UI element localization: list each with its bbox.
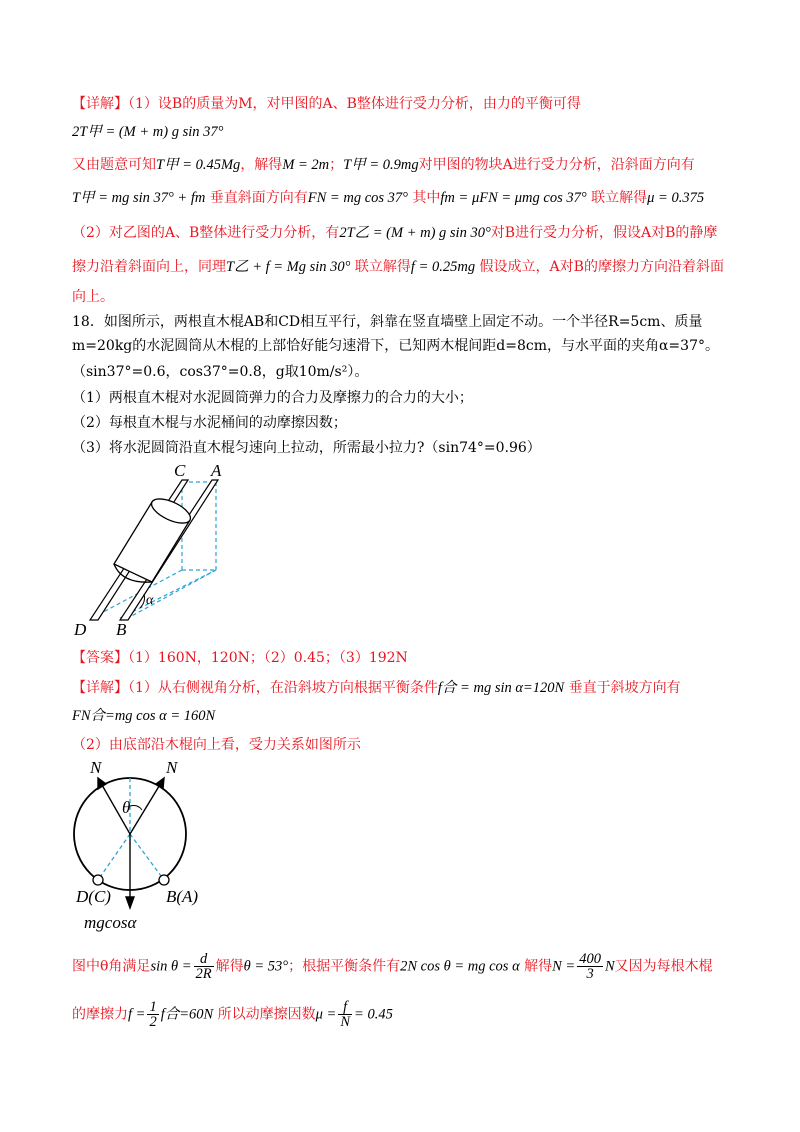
numerator: 1 [149, 999, 157, 1015]
q18-detail-line3: （2）由底部沿木棍向上看，受力关系如图所示 [72, 737, 361, 753]
q17-detail-line1 [72, 94, 581, 114]
equation: 2T甲 = (M + m) g sin 37° [72, 124, 224, 140]
text: 所以动摩擦因数 [217, 1006, 316, 1023]
text: 擦力沿着斜面向上，同理 [72, 259, 226, 275]
equation: FN合=mg cos α = 160N [72, 708, 216, 724]
text: 的摩擦力 [72, 1006, 128, 1023]
equation: f合=60N [160, 1006, 214, 1023]
equation: 2N cos θ = mg cos α [400, 958, 520, 975]
label-theta: θ [122, 798, 131, 817]
equation: μ = 0.375 [647, 190, 705, 206]
equation: f = 0.25mg [410, 259, 476, 275]
q18-detail-line4 [72, 952, 713, 981]
fraction [577, 952, 603, 981]
arrowhead-icon [156, 778, 164, 789]
equation: fm = μFN = μmg cos 37° [440, 190, 587, 206]
q17-detail-line4 [72, 188, 704, 208]
answer-tag: 【答案】 [72, 650, 128, 666]
q18-line3: （sin37°=0.6，cos37°=0.8，g取10m/s²）。 [72, 364, 369, 380]
text: （2）对乙图的A、B整体进行受力分析，有 [72, 225, 340, 241]
equation: T甲 = mg sin 37° + fm [72, 190, 206, 206]
equation: θ = 53° [243, 958, 289, 975]
denominator: 2R [195, 966, 212, 982]
q17-detail-line6 [72, 257, 724, 277]
text: （1）从右侧视角分析，在沿斜坡方向根据平衡条件 [128, 680, 438, 696]
q18-subq3: （3）将水泥圆筒沿直木棍匀速向上拉动，所需最小拉力?（sin74°=0.96） [72, 440, 541, 456]
equation: f = [128, 1006, 146, 1023]
arrowhead-icon [98, 778, 106, 789]
text: 又由题意可知 [72, 157, 156, 173]
label-d: D [74, 620, 87, 638]
text: 联立解得 [591, 190, 648, 206]
text: ，解得 [240, 157, 283, 173]
detail-tag: 【详解】 [72, 680, 128, 696]
q18-detail-line5 [72, 1000, 393, 1029]
fraction [194, 952, 214, 981]
text: 图中θ角满足 [72, 958, 151, 975]
equation: T乙 + f = Mg sin 30° [226, 259, 351, 275]
equation: μ = [315, 1006, 337, 1023]
theta-arc [130, 806, 142, 811]
equation: 2T乙 = (M + m) g sin 30° [339, 225, 491, 241]
denominator: N [340, 1014, 351, 1030]
equation: f合 = mg sin α=120N [437, 680, 565, 696]
equation: T甲 = 0.9mg [343, 157, 419, 173]
text: 解得 [524, 958, 553, 975]
q17-detail-line5 [72, 223, 717, 243]
equation: N = [552, 958, 576, 975]
denominator: 2 [149, 1014, 157, 1030]
text: ；根据平衡条件有 [288, 958, 401, 975]
text: 对B进行受力分析，假设A对B的静摩 [490, 225, 718, 241]
text: 假设成立，A对B的摩擦力方向沿着斜面 [479, 259, 724, 275]
detail-text: （1）设B的质量为M，对甲图的A、B整体进行受力分析，由力的平衡可得 [128, 96, 581, 112]
text: 其中 [412, 190, 441, 206]
text: 垂直斜面方向有 [209, 190, 308, 206]
stick-ba [159, 875, 169, 885]
q18-detail-line1 [72, 678, 681, 698]
q17-detail-line3 [72, 155, 695, 175]
q18-subq2: （2）每根直木棍与水泥桶间的动摩擦因数； [72, 415, 347, 431]
q18-line1: 18．如图所示，两根直木棍AB和CD相互平行，斜靠在竖直墙壁上固定不动。一个半径R=5cm、质量 [72, 314, 703, 330]
stick-dc [93, 875, 103, 885]
label-c: C [174, 461, 186, 480]
answer-line [72, 648, 408, 668]
incline-figure [70, 458, 240, 638]
unit: N [604, 958, 615, 975]
text: 垂直于斜坡方向有 [568, 680, 681, 696]
numerator: d [194, 952, 214, 967]
equation: FN = mg cos 37° [307, 190, 408, 206]
label-ba: B(A) [166, 887, 199, 906]
arrowhead-icon [126, 897, 134, 908]
numerator: f [338, 1000, 352, 1015]
q18-line2: m=20kg的水泥圆筒从木棍的上部恰好能匀速滑下，已知两木棍间距d=8cm，与水平面的夹角α=37°。 [72, 338, 719, 354]
answer-text: （1）160N，120N；（2）0.45；（3）192N [128, 650, 408, 666]
label-n-right: N [166, 758, 178, 777]
label-n-left: N [90, 758, 102, 777]
equation: T甲 = 0.45Mg [156, 157, 241, 173]
q17-detail-line7: 向上。 [72, 289, 114, 305]
equation: M = 2m [282, 157, 330, 173]
label-dc: D(C) [76, 887, 111, 906]
force-diagram [66, 756, 216, 936]
label-mgcos: mgcosα [84, 913, 137, 932]
text: 对甲图的物块A进行受力分析，沿斜面方向有 [418, 157, 695, 173]
denominator: 3 [586, 966, 594, 982]
text: 又因为每根木棍 [614, 958, 713, 975]
numerator: 400 [579, 951, 601, 967]
text: 联立解得 [354, 259, 411, 275]
equation: = 0.45 [354, 1006, 393, 1023]
text: ； [329, 157, 344, 173]
q18-subq1: （1）两根直木棍对水泥圆筒弹力的合力及摩擦力的合力的大小； [72, 390, 473, 406]
label-alpha: α [146, 593, 154, 608]
label-b: B [116, 620, 127, 638]
label-a: A [211, 461, 222, 480]
text: 解得 [215, 958, 244, 975]
fraction [338, 1000, 352, 1029]
equation: sin θ = [150, 958, 192, 975]
fraction [147, 1000, 158, 1029]
detail-tag: 【详解】 [72, 96, 128, 112]
